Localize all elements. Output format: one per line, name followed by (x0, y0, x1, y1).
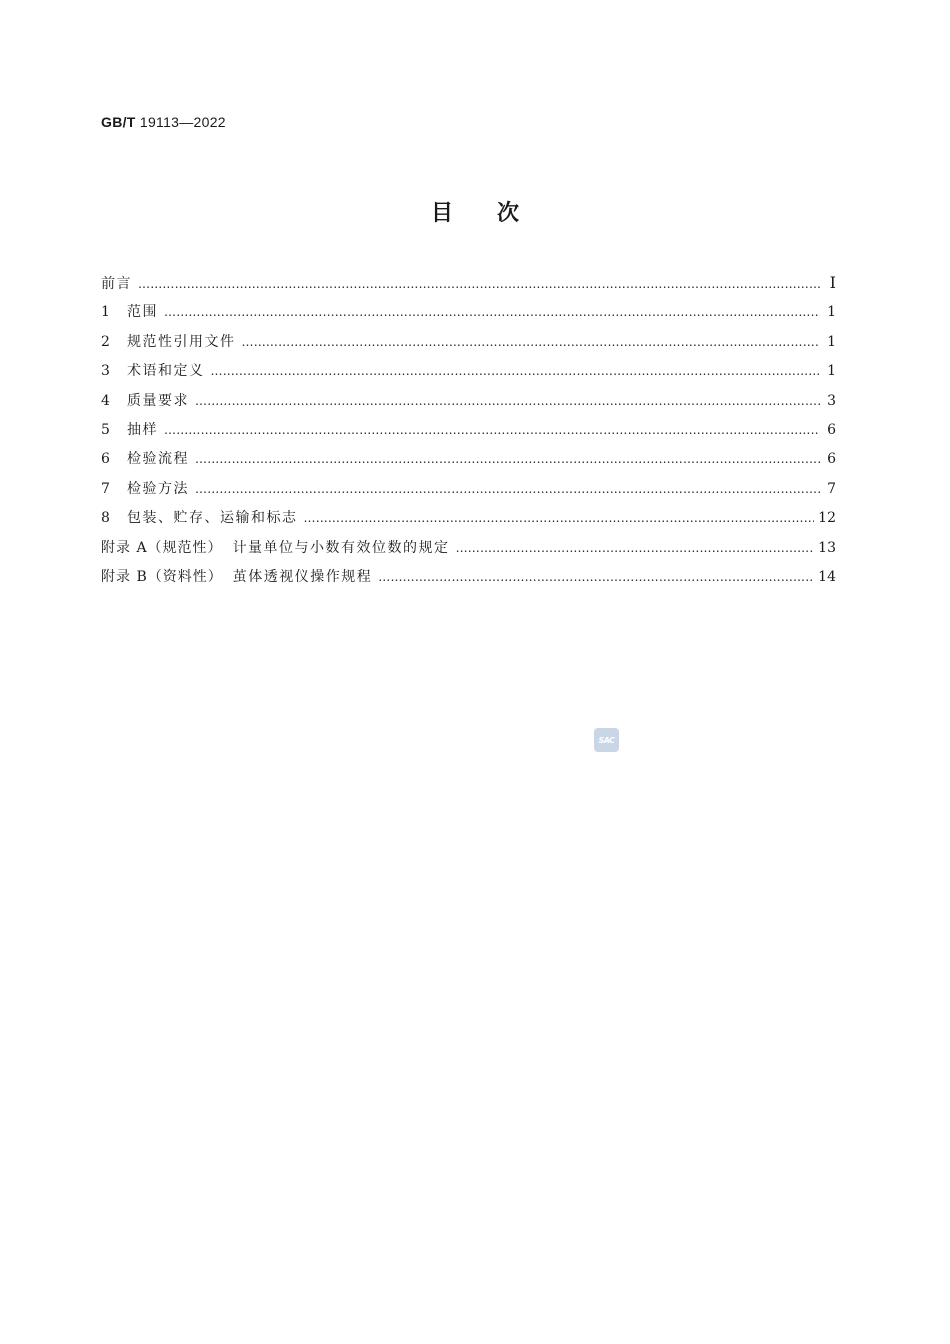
toc-leader-dots (304, 508, 815, 528)
toc-entry-page: 7 (827, 480, 836, 497)
toc-entry-page: 6 (827, 421, 836, 438)
toc-entry-number: 6 (101, 451, 110, 468)
toc-entry-label: 范围 (127, 304, 158, 321)
toc-annex-tag: 附录 A（规范性） (101, 539, 223, 556)
watermark-text: SAC (598, 735, 615, 745)
sac-watermark-logo (594, 728, 619, 752)
toc-entry-annex-a[interactable] (101, 538, 836, 567)
toc-entry-label: 质量要求 (127, 392, 189, 409)
toc-leader-dots (195, 449, 820, 469)
toc-entry-3[interactable] (101, 361, 836, 390)
toc-entry-number: 3 (101, 363, 110, 380)
toc-entry-label: 抽样 (127, 421, 158, 438)
toc-entry-page: 13 (818, 539, 836, 556)
toc-leader-dots (138, 274, 820, 294)
standard-number: 19113—2022 (139, 114, 226, 130)
toc-entry-page: 1 (827, 363, 836, 380)
toc-entry-8[interactable] (101, 508, 836, 537)
toc-entry-number: 1 (101, 304, 110, 321)
toc-entry-2[interactable] (101, 332, 836, 361)
toc-leader-dots (211, 361, 821, 381)
toc-annex-title: 茧体透视仪操作规程 (232, 568, 373, 585)
title-char-2: 次 (497, 201, 520, 226)
toc-entry-number: 8 (101, 510, 110, 527)
toc-entry-annex-b[interactable] (101, 567, 836, 596)
toc-entry-label: 规范性引用文件 (127, 333, 236, 350)
toc-entry-6[interactable] (101, 449, 836, 478)
toc-leader-dots (456, 538, 815, 558)
toc-leader-dots (195, 391, 820, 411)
standard-prefix: GB/T (101, 114, 136, 130)
toc-entry-page: 14 (818, 568, 836, 585)
title-char-1: 目 (430, 201, 453, 226)
toc-entry-label: 包装、贮存、运输和标志 (127, 510, 298, 527)
toc-annex-tag: 附录 B（资料性） (101, 568, 223, 585)
toc-entry-label: 检验方法 (127, 480, 189, 497)
toc-entry-foreword[interactable] (101, 273, 836, 302)
toc-annex-title: 计量单位与小数有效位数的规定 (232, 539, 450, 556)
toc-entry-label: 检验流程 (127, 451, 189, 468)
toc-entry-page: 3 (827, 392, 836, 409)
toc-entry-page: 1 (827, 304, 836, 321)
toc-entry-page: Ⅰ (829, 273, 836, 292)
toc-entry-5[interactable] (101, 420, 836, 449)
toc-entry-number: 4 (101, 392, 110, 409)
toc-leader-dots (242, 332, 821, 352)
standard-code (101, 114, 226, 130)
toc-entry-page: 6 (827, 451, 836, 468)
table-of-contents (101, 273, 836, 596)
toc-entry-1[interactable] (101, 302, 836, 331)
toc-leader-dots (195, 479, 820, 499)
toc-entry-page: 1 (827, 333, 836, 350)
toc-entry-number: 5 (101, 421, 110, 438)
toc-leader-dots (164, 302, 820, 322)
toc-entry-page: 12 (818, 510, 836, 527)
toc-entry-label: 术语和定义 (127, 363, 205, 380)
toc-entry-number: 7 (101, 480, 110, 497)
toc-entry-4[interactable] (101, 391, 836, 420)
toc-entry-7[interactable] (101, 479, 836, 508)
toc-entry-number: 2 (101, 333, 110, 350)
toc-entry-label: 前言 (101, 276, 132, 292)
toc-leader-dots (378, 567, 814, 587)
page-title (0, 196, 950, 227)
toc-leader-dots (164, 420, 820, 440)
